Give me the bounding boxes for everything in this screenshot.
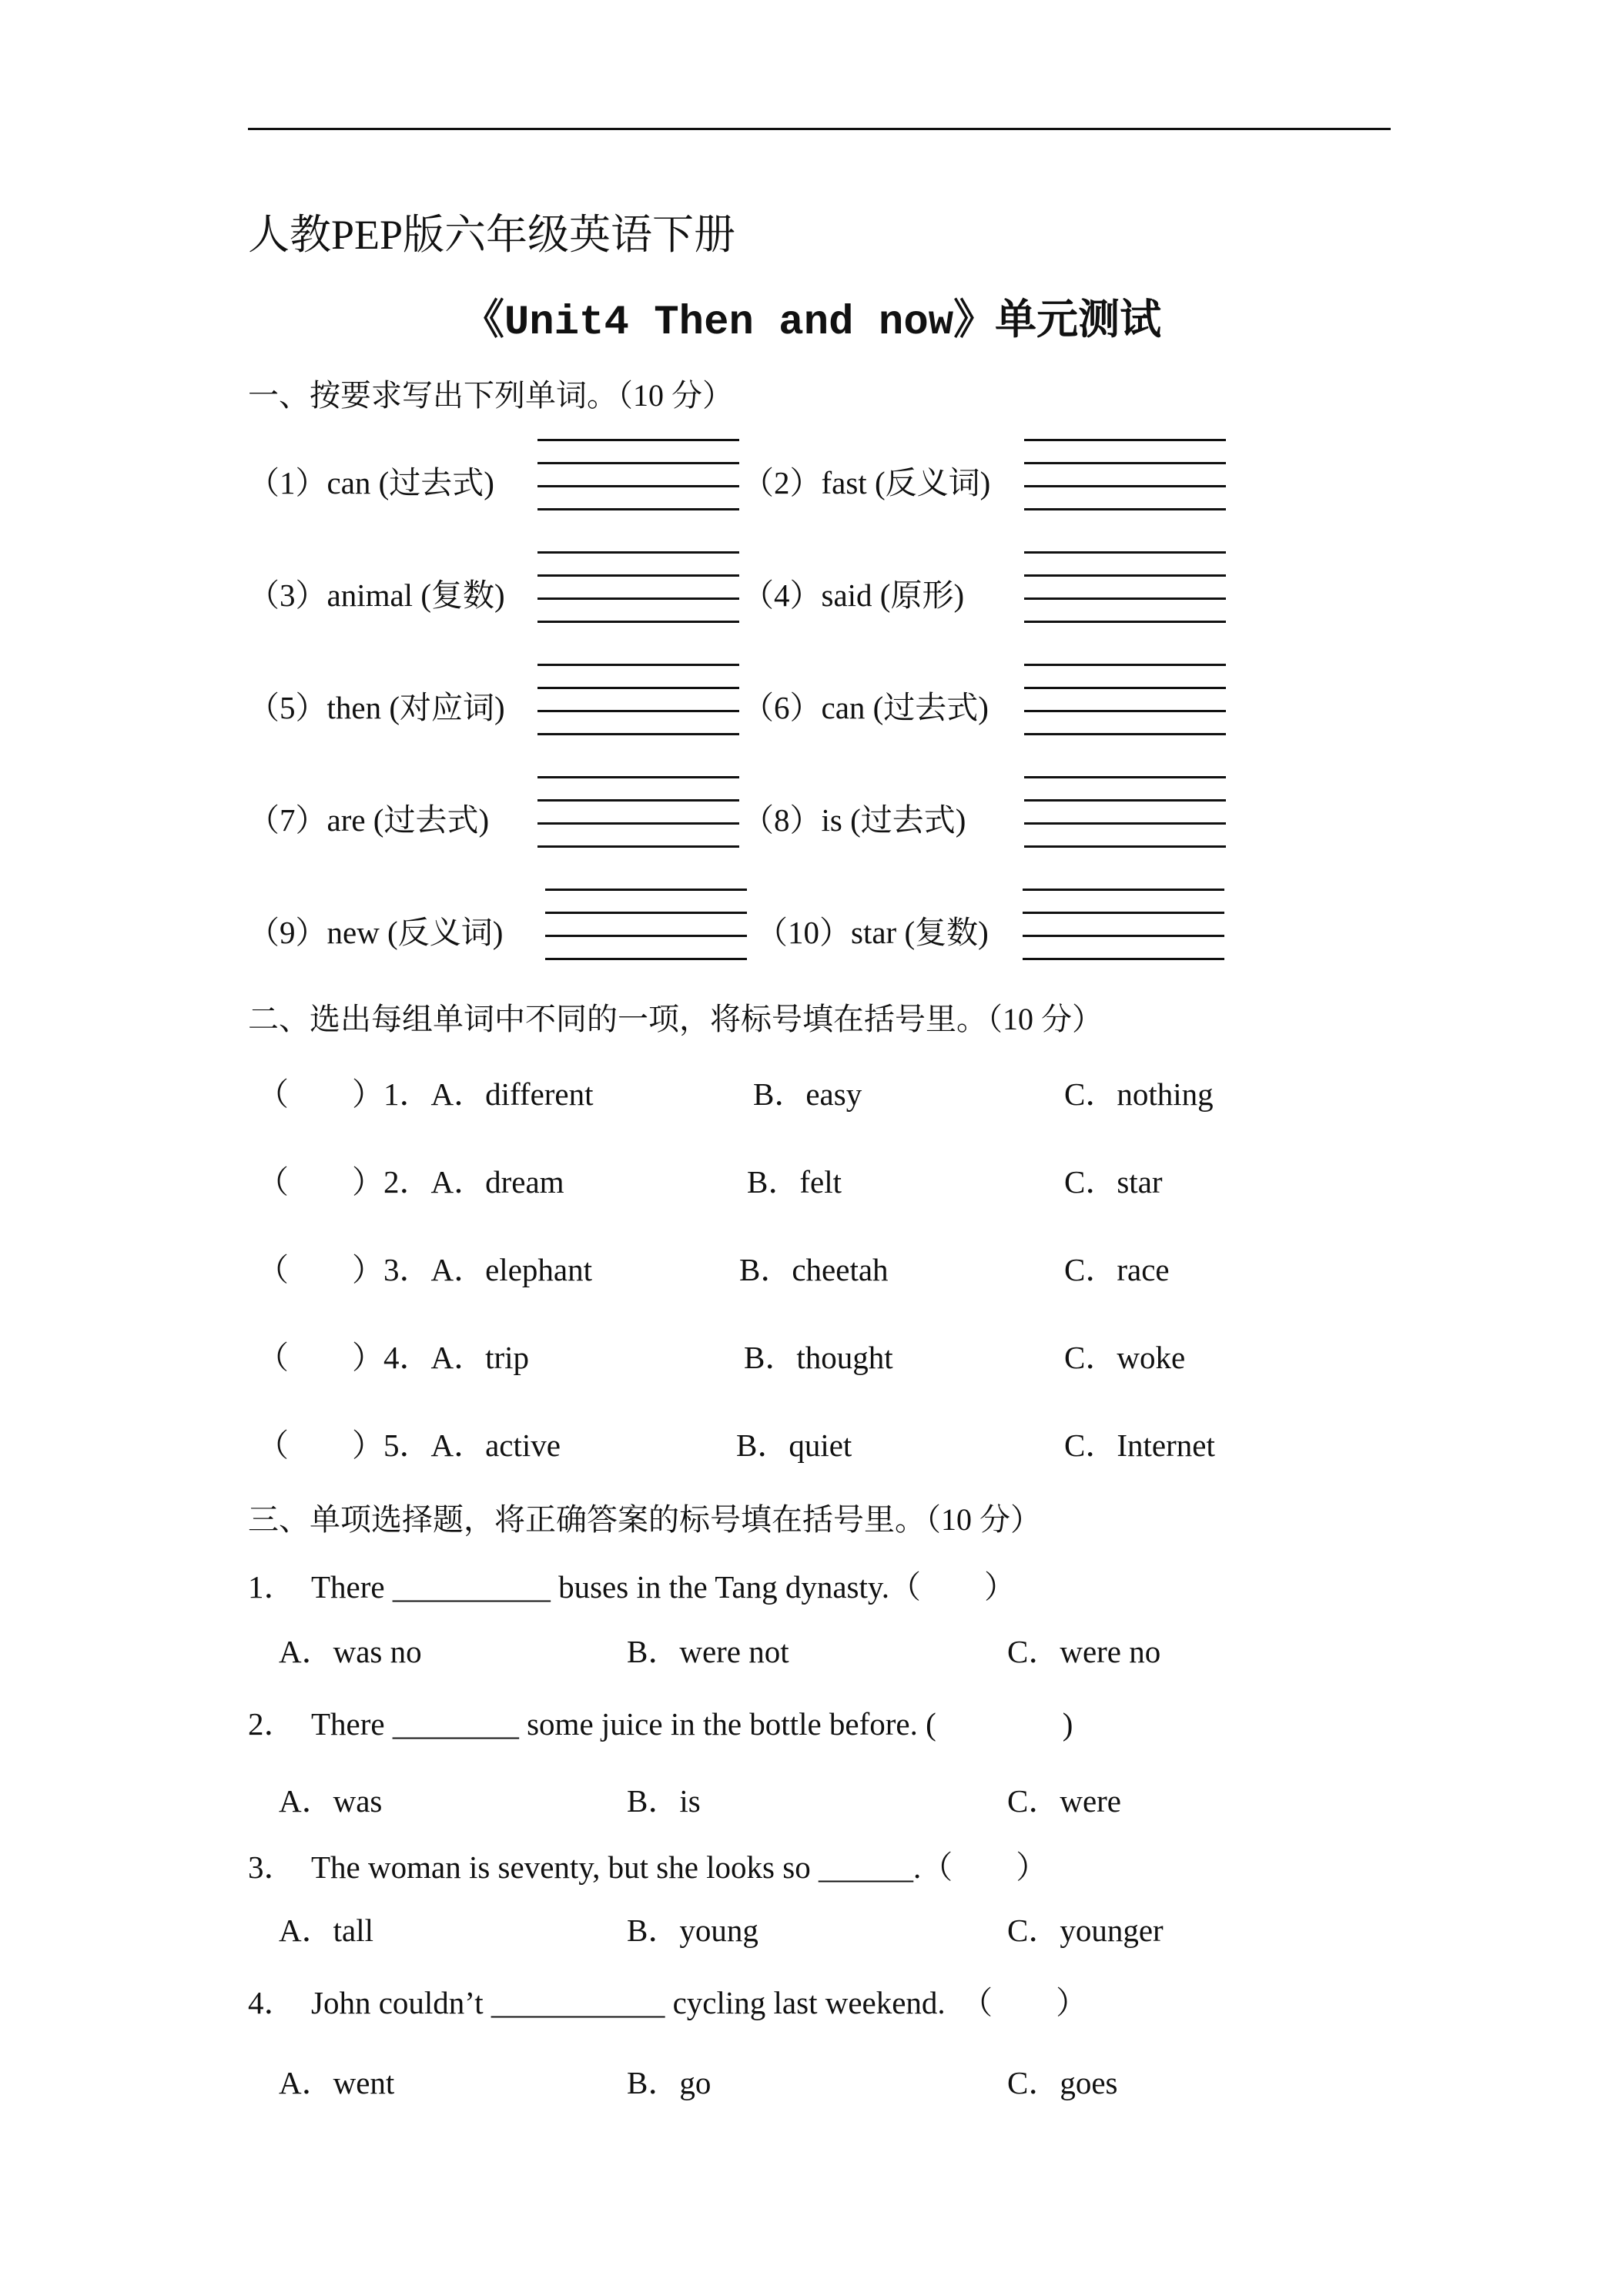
odd-one-q3: （ ）3．A．elephant [257, 1252, 592, 1287]
odd-one-q1-b: B．easy [753, 1076, 862, 1112]
top-rule [248, 128, 1391, 130]
answer-lines-10[interactable] [1023, 889, 1224, 959]
choice-q1-c: C．were no [1007, 1634, 1161, 1669]
choice-q2-b: B．is [627, 1783, 701, 1819]
answer-lines-2[interactable] [1024, 439, 1226, 510]
choice-q2-stem: 2． There ________ some juice in the bottle before. ( ) [248, 1706, 1073, 1742]
unit-title-main: Unit4 Then and now [504, 300, 954, 346]
answer-lines-4[interactable] [1024, 551, 1226, 622]
odd-one-q2: （ ）2．A．dream [257, 1164, 564, 1200]
page-title: 人教PEP版六年级英语下册 [248, 212, 736, 258]
choice-q3-c: C．younger [1007, 1913, 1164, 1948]
odd-one-q2-c: C．star [1064, 1164, 1163, 1200]
choice-q2-c: C．were [1007, 1783, 1122, 1819]
odd-one-q4-c: C．woke [1064, 1340, 1186, 1375]
choice-q4-a: A．went [279, 2065, 395, 2100]
choice-q2-a: A．was [279, 1783, 383, 1819]
odd-one-q3-c: C．race [1064, 1252, 1170, 1287]
odd-one-q5-b: B．quiet [736, 1427, 852, 1463]
odd-one-q1: （ ）1．A．different [257, 1076, 594, 1112]
section2-heading: 二、选出每组单词中不同的一项，将标号填在括号里。（10 分） [248, 1002, 1103, 1036]
section3-heading: 三、单项选择题，将正确答案的标号填在括号里。（10 分） [248, 1502, 1041, 1537]
word-item-4: （4）said (原形) [742, 577, 965, 613]
answer-lines-9[interactable] [545, 889, 747, 959]
word-item-2: （2）fast (反义词) [742, 465, 991, 500]
word-item-1: （1）can (过去式) [248, 465, 494, 500]
choice-q4-stem: 4． John couldn’t ___________ cycling last weekend. （ ） [248, 1985, 1088, 2020]
choice-q4-b: B．go [627, 2065, 712, 2100]
choice-q3-a: A．tall [279, 1913, 373, 1948]
choice-q4-c: C．goes [1007, 2065, 1118, 2100]
answer-lines-1[interactable] [537, 439, 739, 510]
answer-lines-7[interactable] [537, 776, 739, 847]
odd-one-q1-c: C．nothing [1064, 1076, 1214, 1112]
odd-one-q5: （ ）5．A．active [257, 1427, 561, 1463]
odd-one-q2-b: B．felt [747, 1164, 842, 1200]
word-item-5: （5）then (对应词) [248, 690, 505, 725]
word-item-8: （8）is (过去式) [742, 802, 966, 838]
answer-lines-5[interactable] [537, 664, 739, 735]
odd-one-q4: （ ）4．A．trip [257, 1340, 530, 1375]
word-item-7: （7）are (过去式) [248, 802, 490, 838]
section1-heading: 一、按要求写出下列单词。（10 分） [248, 378, 733, 413]
unit-title-open: 《 [462, 296, 504, 343]
choice-q3-b: B．young [627, 1913, 758, 1948]
odd-one-q4-b: B．thought [744, 1340, 893, 1375]
choice-q1-a: A．was no [279, 1634, 422, 1669]
unit-title-close: 》单元测试 [953, 296, 1162, 343]
word-item-6: （6）can (过去式) [742, 690, 989, 725]
answer-lines-3[interactable] [537, 551, 739, 622]
answer-lines-6[interactable] [1024, 664, 1226, 735]
unit-title [0, 286, 1624, 346]
odd-one-q5-c: C．Internet [1064, 1427, 1215, 1463]
odd-one-q3-b: B．cheetah [739, 1252, 889, 1287]
answer-lines-8[interactable] [1024, 776, 1226, 847]
choice-q1-stem: 1． There __________ buses in the Tang dynasty.（ ） [248, 1569, 1016, 1605]
choice-q1-b: B．were not [627, 1634, 789, 1669]
word-item-3: （3）animal (复数) [248, 577, 505, 613]
word-item-10: （10）star (复数) [756, 915, 989, 950]
choice-q3-stem: 3． The woman is seventy, but she looks so ______.（ ） [248, 1849, 1048, 1885]
word-item-9: （9）new (反义词) [248, 915, 504, 950]
